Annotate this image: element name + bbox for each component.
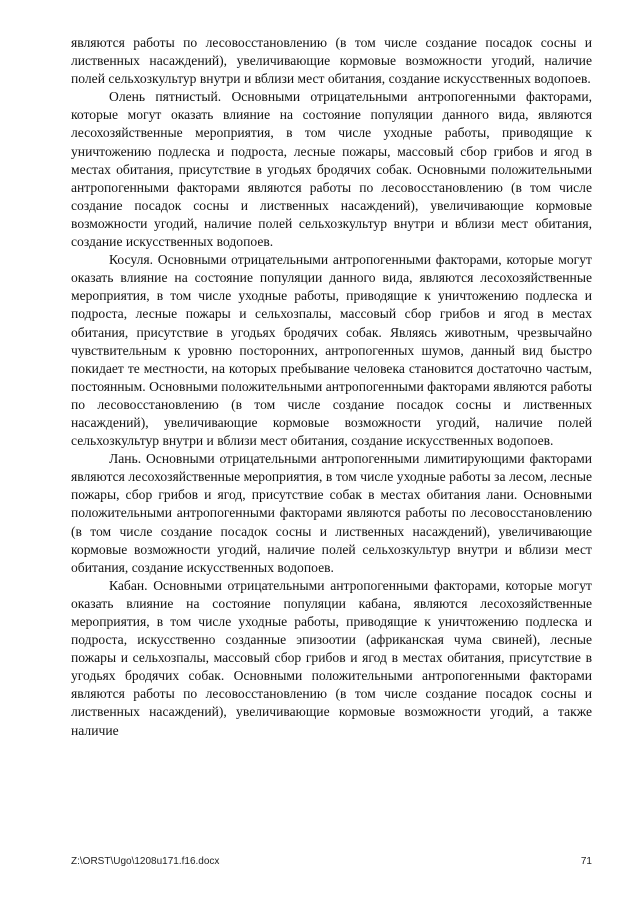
paragraph-intro-continuation: являются работы по лесовосстановлению (в том числе создание посадок сосны и лиственных насаждений), увеличивающие кормовые возможности угодий, наличие полей сельхозкультур внутри и вблизи мест обитания, создание искусственных водопоев.: [71, 35, 592, 87]
paragraph-roe-deer: Косуля. Основными отрицательными антропогенными факторами, которые могут оказать влияние на состояние популяции данного вида, являются лесохозяйственные мероприятия, в том числе уходные работы, приводящие к уничтожению подлеска и подроста, лесные пожары и сельхозпалы, массовый сбор грибов и ягод в местах обитания, присутствие в угодьях бродячих собак. Являясь животным, чрезвычайно чувствительным к уровню посторонних, антропогенных шумов, данный вид быстро покидает те местности, на которых пребывание человека становится достаточно частым, постоянным. Основными положительными антропогенными факторами являются работы по лесовосстановлению (в том числе создание посадок сосны и лиственных насаждений), увеличивающие кормовые возможности угодий, наличие полей сельхозкультур внутри и вблизи мест обитания, создание искусственных водопоев.: [71, 252, 592, 449]
paragraph-wild-boar: Кабан. Основными отрицательными антропогенными факторами, которые могут оказать влияние на состояние популяции кабана, являются лесохозяйственные мероприятия, в том числе уходные работы, приводящие к уничтожению подлеска и подроста, искусственно созданные эпизоотии (африканская чума свиней), лесные пожары и сельхозпалы, массовый сбор грибов и ягод в местах обитания, присутствие в угодьях бродячих собак. Основными положительными антропогенными факторами являются работы по лесовосстановлению (в том числе создание посадок сосны и лиственных насаждений), увеличивающие кормовые возможности угодий, а также наличие: [71, 577, 592, 738]
document-body: [71, 34, 592, 740]
footer-file-path: Z:\ORST\Ugo\1208u171.f16.docx: [71, 856, 220, 867]
paragraph-fallow-deer: Лань. Основными отрицательными антропогенными лимитирующими факторами являются лесохозяйственные мероприятия, в том числе уходные работы за лесом, лесные пожары, сбор грибов и ягод, присутствие собак в местах обитания лани. Основными положительными антропогенными факторами являются работы по лесовосстановлению (в том числе создание посадок сосны и лиственных насаждений), увеличивающие кормовые возможности угодий, наличие полей сельхозкультур внутри и вблизи мест обитания, создание искусственных водопоев.: [71, 451, 592, 575]
paragraph-spotted-deer: Олень пятнистый. Основными отрицательными антропогенными факторами, которые могут оказать влияние на состояние популяции данного вида, являются лесохозяйственные мероприятия, в том числе уходные работы, приводящие к уничтожению подлеска и подроста, лесные пожары, массовый сбор грибов и ягод в местах обитания, присутствие в угодьях бродячих собак. Основными положительными антропогенными факторами являются работы по лесовосстановлению (в том числе создание посадок сосны и лиственных насаждений), увеличивающие кормовые возможности угодий, наличие полей сельхозкультур внутри и вблизи мест обитания, создание искусственных водопоев.: [71, 89, 592, 250]
footer-page-number: 71: [580, 856, 592, 867]
